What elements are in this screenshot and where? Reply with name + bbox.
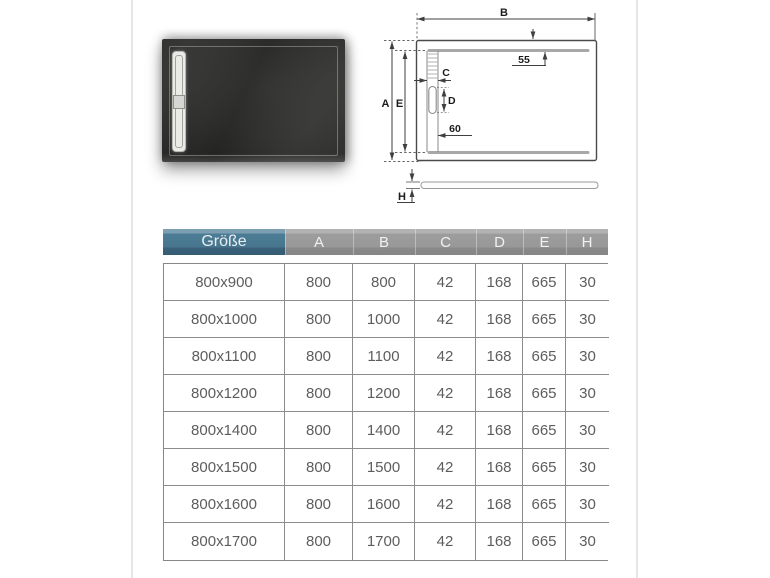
cell-value: 30: [566, 449, 609, 486]
drain-grate-slots: [428, 54, 437, 78]
product-photo: [162, 39, 345, 162]
cell-value: 168: [476, 264, 523, 301]
cell-value: 1700: [353, 523, 415, 560]
cell-size: 800x900: [164, 264, 285, 301]
header-col-A: A: [285, 229, 353, 255]
header-col-C: C: [415, 229, 476, 255]
cell-value: 42: [415, 375, 476, 412]
cell-value: 665: [523, 338, 566, 375]
cell-value: 168: [476, 301, 523, 338]
cell-value: 42: [415, 338, 476, 375]
cell-size: 800x1500: [164, 449, 285, 486]
tray-rim: [169, 46, 338, 156]
cell-value: 800: [285, 449, 353, 486]
cell-value: 665: [523, 449, 566, 486]
cell-value: 30: [566, 375, 609, 412]
cell-value: 665: [523, 301, 566, 338]
cell-value: 1600: [353, 486, 415, 523]
drain-strip: [172, 51, 186, 152]
cell-value: 30: [566, 338, 609, 375]
dim-label-C: C: [442, 67, 450, 79]
cell-value: 665: [523, 523, 566, 560]
size-table-body: [163, 263, 608, 561]
dim-label-D: D: [448, 95, 456, 107]
cell-value: 665: [523, 486, 566, 523]
header-col-B: B: [353, 229, 415, 255]
cell-value: 168: [476, 523, 523, 560]
cell-value: 42: [415, 301, 476, 338]
header-size: Größe: [163, 229, 285, 255]
cell-value: 30: [566, 523, 609, 560]
size-table-header: [163, 229, 608, 255]
cell-size: 800x1700: [164, 523, 285, 560]
drain-cover-box: [173, 95, 185, 109]
cell-value: 800: [285, 486, 353, 523]
cell-value: 42: [415, 523, 476, 560]
cell-value: 1100: [353, 338, 415, 375]
dim-label-60: 60: [449, 123, 461, 135]
cell-value: 800: [285, 412, 353, 449]
cell-value: 800: [353, 264, 415, 301]
cell-size: 800x1400: [164, 412, 285, 449]
cell-value: 168: [476, 375, 523, 412]
cell-value: 42: [415, 264, 476, 301]
cell-value: 30: [566, 301, 609, 338]
cell-value: 1200: [353, 375, 415, 412]
cell-value: 665: [523, 412, 566, 449]
cell-value: 1000: [353, 301, 415, 338]
cell-value: 30: [566, 486, 609, 523]
cell-size: 800x1600: [164, 486, 285, 523]
cell-value: 800: [285, 264, 353, 301]
cell-value: 30: [566, 264, 609, 301]
dim-label-A: A: [381, 98, 390, 110]
cell-value: 42: [415, 486, 476, 523]
header-col-D: D: [476, 229, 523, 255]
cell-value: 800: [285, 338, 353, 375]
tray-side-profile: [421, 182, 598, 189]
header-col-E: E: [523, 229, 566, 255]
dim-label-55: 55: [518, 54, 530, 66]
cell-value: 1400: [353, 412, 415, 449]
drain-cover-capsule: [429, 87, 436, 114]
cell-value: 168: [476, 449, 523, 486]
left-border-line: [131, 0, 133, 578]
cell-size: 800x1000: [164, 301, 285, 338]
header-col-H: H: [566, 229, 608, 255]
dim-label-E: E: [395, 98, 404, 110]
cell-size: 800x1100: [164, 338, 285, 375]
cell-value: 42: [415, 449, 476, 486]
dim-label-H: H: [398, 191, 406, 203]
dimension-diagram: [379, 5, 613, 210]
cell-value: 30: [566, 412, 609, 449]
cell-value: 168: [476, 486, 523, 523]
cell-value: 800: [285, 301, 353, 338]
cell-value: 168: [476, 412, 523, 449]
cell-value: 800: [285, 375, 353, 412]
cell-value: 665: [523, 264, 566, 301]
cell-value: 1500: [353, 449, 415, 486]
cell-value: 665: [523, 375, 566, 412]
cell-value: 42: [415, 412, 476, 449]
right-border-line: [636, 0, 638, 578]
cell-value: 168: [476, 338, 523, 375]
cell-size: 800x1200: [164, 375, 285, 412]
cell-value: 800: [285, 523, 353, 560]
dim-label-B: B: [500, 7, 508, 19]
